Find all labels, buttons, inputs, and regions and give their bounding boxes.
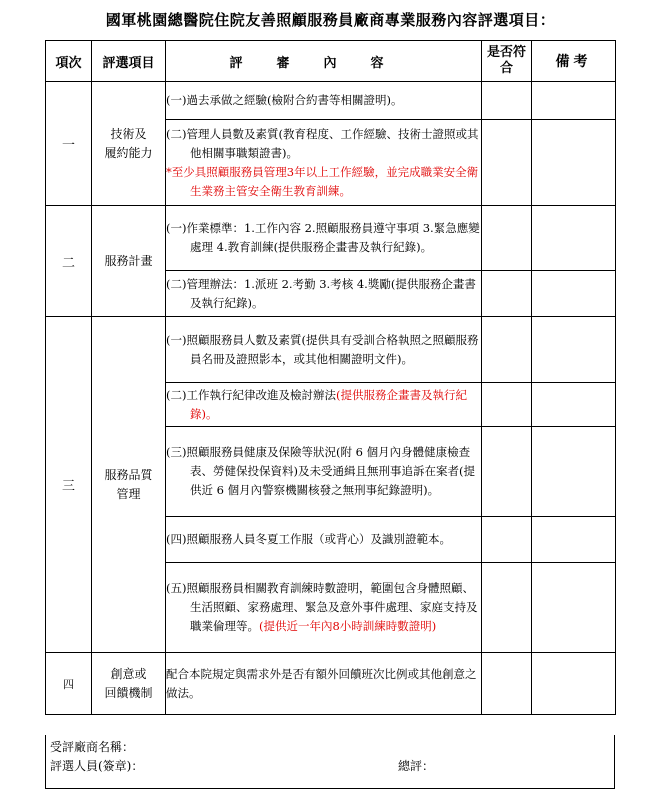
remark-cell[interactable] <box>532 517 616 563</box>
remark-cell[interactable] <box>532 427 616 517</box>
vendor-name-label: 受評廠商名稱： <box>50 740 135 754</box>
table-row <box>46 206 616 271</box>
evaluator-signature-label: 評選人員(簽章)： <box>50 759 144 773</box>
signature-footer <box>45 735 615 789</box>
section-number: 四 <box>46 653 92 715</box>
red-note: (提供近一年內8小時訓練時數證明) <box>259 619 437 633</box>
criteria-item: (二)工作執行紀律改進及檢討辦法(提供服務企畫書及執行紀錄)。 <box>166 383 482 427</box>
red-note: *至少具照顧服務員管理3年以上工作經驗，並完成職業安全衛生業務主管安全衛生教育訓練。 <box>166 164 479 198</box>
criteria-item: (一)作業標準：1.工作內容 2.照顧服務員遵守事項 3.緊急應變處理 4.教育訓練(提供服務企畫書及執行紀錄)。 <box>166 206 482 271</box>
section-number: 三 <box>46 317 92 653</box>
criteria-item: (二)管理人員數及素質(教育程度、工作經驗、技術士證照或其他相關事職類證書)。 *至少具照顧服務員管理3年以上工作經驗，並完成職業安全衛生業務主管安全衛生教育訓練。 <box>166 120 482 206</box>
conform-cell[interactable] <box>482 563 532 653</box>
conform-cell[interactable] <box>482 653 532 715</box>
criteria-item: (三)照顧服務員健康及保險等狀況(附 6 個月內身體健康檢查表、勞健保投保資料)及未受通緝且無刑事追訴在案者(提供近 6 個月內警察機關核發之無刑事紀錄證明)。 <box>166 427 482 517</box>
header-content: 評審內容 <box>166 41 482 82</box>
conform-cell[interactable] <box>482 317 532 383</box>
conform-cell[interactable] <box>482 120 532 206</box>
remark-cell[interactable] <box>532 563 616 653</box>
section-category: 創意或 回饋機制 <box>92 653 166 715</box>
remark-cell[interactable] <box>532 317 616 383</box>
remark-cell[interactable] <box>532 120 616 206</box>
page-title: 國軍桃園總醫院住院友善照顧服務員廠商專業服務內容評選項目： <box>105 11 556 29</box>
section-category: 技術及 履約能力 <box>92 82 166 206</box>
remark-cell[interactable] <box>532 82 616 120</box>
criteria-item: (五)照顧服務員相關教育訓練時數證明，範圍包含身體照顧、生活照顧、家務處理、緊急及意外事件處理、家庭支持及職業倫理等。(提供近一年內8小時訓練時數證明) <box>166 563 482 653</box>
criteria-item: (一)照顧服務員人數及素質(提供具有受訓合格執照之照顧服務員名冊及證照影本，或其他相關證明文件)。 <box>166 317 482 383</box>
header-category: 評選項目 <box>92 41 166 82</box>
header-remark: 備考 <box>532 41 616 82</box>
remark-cell[interactable] <box>532 653 616 715</box>
section-category: 服務品質 管理 <box>92 317 166 653</box>
evaluation-table <box>45 40 616 715</box>
header-conform: 是否符合 <box>482 41 532 82</box>
criteria-item: (一)過去承做之經驗(檢附合約書等相關證明)。 <box>166 82 482 120</box>
conform-cell[interactable] <box>482 427 532 517</box>
table-row <box>46 82 616 120</box>
conform-cell[interactable] <box>482 271 532 317</box>
remark-cell[interactable] <box>532 206 616 271</box>
criteria-item: 配合本院規定與需求外是否有額外回饋班次比例或其他創意之做法。 <box>166 653 482 715</box>
section-number: 一 <box>46 82 92 206</box>
header-no: 項次 <box>46 41 92 82</box>
section-number: 二 <box>46 206 92 317</box>
conform-cell[interactable] <box>482 206 532 271</box>
conform-cell[interactable] <box>482 383 532 427</box>
section-category: 服務計畫 <box>92 206 166 317</box>
criteria-item: (四)照顧服務人員冬夏工作服（或背心）及識別證範本。 <box>166 517 482 563</box>
conform-cell[interactable] <box>482 82 532 120</box>
table-header-row <box>46 41 616 82</box>
criteria-item: (二)管理辦法：1.派班 2.考勤 3.考核 4.獎勵(提供服務企畫書及執行紀錄)。 <box>166 271 482 317</box>
conform-cell[interactable] <box>482 517 532 563</box>
total-evaluation-label: 總評： <box>398 759 435 773</box>
remark-cell[interactable] <box>532 271 616 317</box>
remark-cell[interactable] <box>532 383 616 427</box>
table-row <box>46 317 616 383</box>
red-note: (提供服務企畫書及執行紀錄)。 <box>190 387 467 421</box>
table-row <box>46 653 616 715</box>
